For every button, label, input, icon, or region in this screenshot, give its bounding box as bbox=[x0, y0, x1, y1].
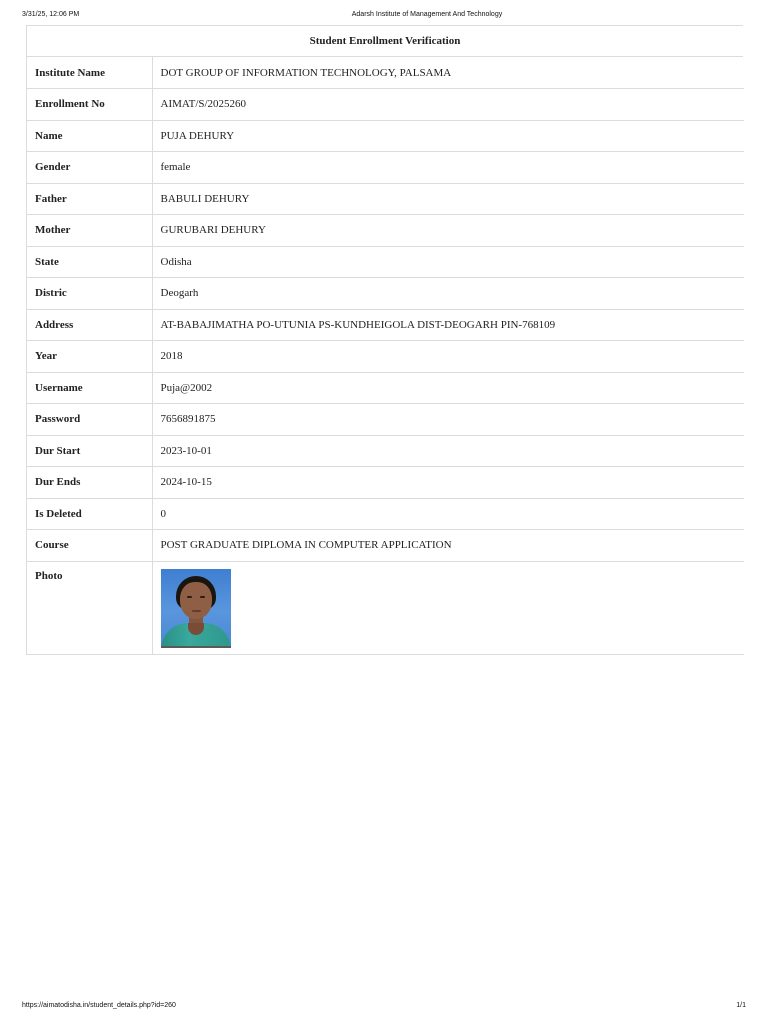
row-value-address: AT-BABAJIMATHA PO-UTUNIA PS-KUNDHEIGOLA DIST-DEOGARH PIN-768109 bbox=[152, 309, 744, 341]
row-label-enrollment-no: Enrollment No bbox=[27, 89, 152, 121]
table-row bbox=[27, 120, 744, 152]
row-label-course: Course bbox=[27, 530, 152, 562]
row-label-address: Address bbox=[27, 309, 152, 341]
row-label-institute-name: Institute Name bbox=[27, 57, 152, 89]
row-label-dur-start: Dur Start bbox=[27, 435, 152, 467]
table-row bbox=[27, 341, 744, 373]
row-value-institute-name: DOT GROUP OF INFORMATION TECHNOLOGY, PALSAMA bbox=[152, 57, 744, 89]
row-label-gender: Gender bbox=[27, 152, 152, 184]
table-row bbox=[27, 89, 744, 121]
table-row bbox=[27, 152, 744, 184]
table-row bbox=[27, 309, 744, 341]
table-row bbox=[27, 498, 744, 530]
row-label-is-deleted: Is Deleted bbox=[27, 498, 152, 530]
row-label-dur-ends: Dur Ends bbox=[27, 467, 152, 499]
row-value-dur-start: 2023-10-01 bbox=[152, 435, 744, 467]
row-value-distric: Deogarh bbox=[152, 278, 744, 310]
enrollment-verification-card bbox=[26, 25, 743, 655]
row-label-password: Password bbox=[27, 404, 152, 436]
row-label-state: State bbox=[27, 246, 152, 278]
photo-eye-right bbox=[200, 596, 205, 598]
row-label-mother: Mother bbox=[27, 215, 152, 247]
print-page-count: 1/1 bbox=[736, 1002, 746, 1009]
table-row bbox=[27, 404, 744, 436]
photo-face bbox=[180, 582, 212, 619]
print-page-title: Adarsh Institute of Management And Technology bbox=[351, 11, 503, 18]
table-row bbox=[27, 435, 744, 467]
table-row bbox=[27, 561, 744, 654]
row-value-photo bbox=[152, 561, 744, 654]
table-row bbox=[27, 372, 744, 404]
photo-mouth bbox=[192, 610, 201, 612]
row-value-mother: GURUBARI DEHURY bbox=[152, 215, 744, 247]
table-row bbox=[27, 183, 744, 215]
row-value-password: 7656891875 bbox=[152, 404, 744, 436]
row-value-father: BABULI DEHURY bbox=[152, 183, 744, 215]
details-table bbox=[27, 57, 744, 655]
table-row bbox=[27, 278, 744, 310]
row-value-state: Odisha bbox=[152, 246, 744, 278]
row-value-gender: female bbox=[152, 152, 744, 184]
row-label-distric: Distric bbox=[27, 278, 152, 310]
row-label-year: Year bbox=[27, 341, 152, 373]
row-value-dur-ends: 2024-10-15 bbox=[152, 467, 744, 499]
print-footer bbox=[0, 1002, 768, 1014]
table-row bbox=[27, 530, 744, 562]
row-label-father: Father bbox=[27, 183, 152, 215]
row-value-is-deleted: 0 bbox=[152, 498, 744, 530]
card-title: Student Enrollment Verification bbox=[27, 26, 743, 57]
row-label-username: Username bbox=[27, 372, 152, 404]
row-value-name: PUJA DEHURY bbox=[152, 120, 744, 152]
photo-eye-left bbox=[187, 596, 192, 598]
row-label-photo: Photo bbox=[27, 561, 152, 654]
table-row bbox=[27, 57, 744, 89]
table-row bbox=[27, 215, 744, 247]
print-url: https://aimatodisha.in/student_details.php?id=260 bbox=[22, 1002, 176, 1009]
table-row bbox=[27, 467, 744, 499]
photo-collar bbox=[188, 623, 204, 635]
print-header bbox=[0, 11, 768, 23]
row-value-year: 2018 bbox=[152, 341, 744, 373]
row-value-username: Puja@2002 bbox=[152, 372, 744, 404]
student-photo bbox=[161, 569, 231, 648]
row-value-enrollment-no: AIMAT/S/2025260 bbox=[152, 89, 744, 121]
row-value-course: POST GRADUATE DIPLOMA IN COMPUTER APPLICATION bbox=[152, 530, 744, 562]
print-datetime: 3/31/25, 12:06 PM bbox=[22, 11, 80, 18]
row-label-name: Name bbox=[27, 120, 152, 152]
table-row bbox=[27, 246, 744, 278]
